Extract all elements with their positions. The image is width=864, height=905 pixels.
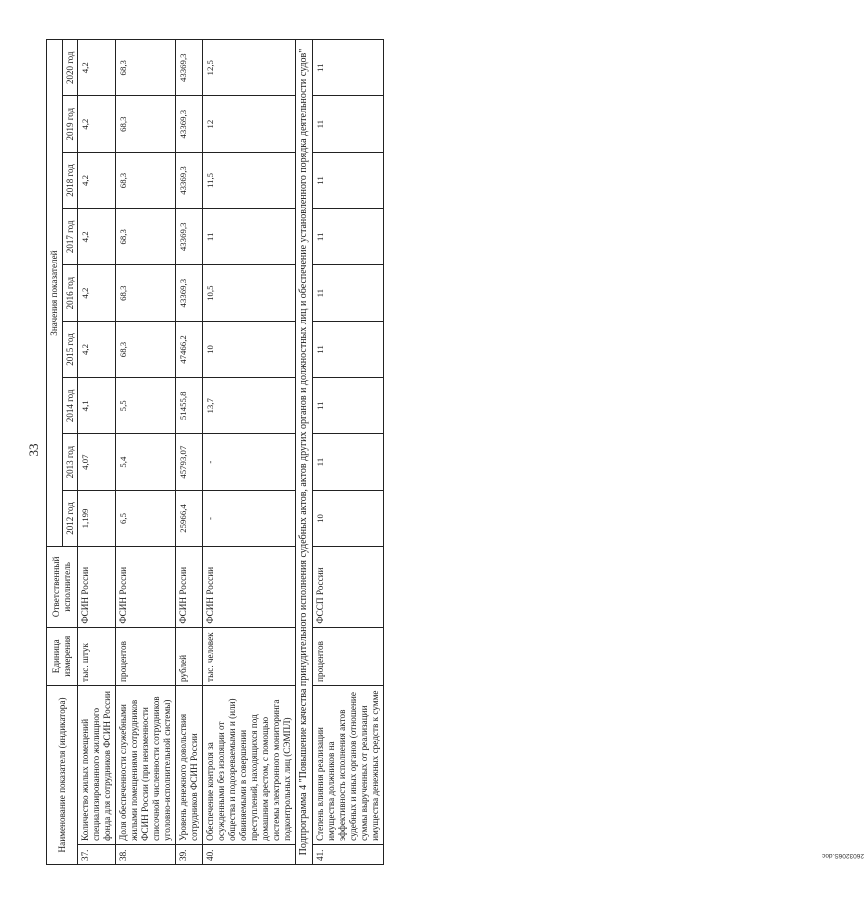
value-cell: 11 — [313, 40, 384, 97]
value-cell: 68,3 — [116, 321, 176, 377]
table-row — [313, 40, 384, 865]
value-cell: 10 — [203, 321, 296, 377]
header-year: 2016 год — [63, 265, 78, 321]
header-name: Наименование показателя (индикатора) — [47, 685, 78, 864]
header-year: 2019 год — [63, 96, 78, 152]
value-cell: 68,3 — [116, 152, 176, 208]
responsible-cell: ФСИН России — [78, 547, 116, 627]
table-row — [78, 40, 116, 865]
unit-cell: процентов — [116, 627, 176, 685]
value-cell: 1,199 — [78, 490, 116, 546]
header-year: 2013 год — [63, 434, 78, 490]
value-cell: 43369,3 — [176, 40, 203, 97]
row-number: 37. — [78, 844, 116, 864]
value-cell: 11 — [313, 152, 384, 208]
value-cell: 11 — [313, 378, 384, 434]
value-cell: 51455,8 — [176, 378, 203, 434]
header-responsible: Ответственный исполнитель — [47, 547, 78, 627]
table-row — [116, 40, 176, 865]
value-cell: 11 — [313, 321, 384, 377]
indicator-name: Обеспечение контроля за осужденными без изоляции от общества и подозреваемыми и (или) обвиняемыми в совершении преступлений, находящихся под домашним арестом, с помощью системы электронного мониторинга подконтрольных лиц (СЭМПЛ) — [203, 685, 296, 844]
value-cell: 5,5 — [116, 378, 176, 434]
value-cell: 11,5 — [203, 152, 296, 208]
value-cell: 4,2 — [78, 321, 116, 377]
value-cell: 45793,07 — [176, 434, 203, 490]
header-year: 2014 год — [63, 378, 78, 434]
value-cell: 12,5 — [203, 40, 296, 97]
row-number: 40. — [203, 844, 296, 864]
header-year: 2018 год — [63, 152, 78, 208]
header-unit: Единица измерения — [47, 627, 78, 685]
value-cell: 4,2 — [78, 40, 116, 97]
rotated-page — [26, 35, 864, 865]
value-cell: 68,3 — [116, 40, 176, 97]
indicator-name: Количество жилых помещений специализированного жилищного фонда для сотрудников ФСИН России — [78, 685, 116, 844]
value-cell: 13,7 — [203, 378, 296, 434]
header-year: 2012 год — [63, 490, 78, 546]
value-cell: 4,2 — [78, 152, 116, 208]
unit-cell: тыс. человек — [203, 627, 296, 685]
indicator-name: Доля обеспеченности служебными жилыми помещениями сотрудников ФСИН России (при неизменности списочной численности сотрудников уголовно-исполнительной системы) — [116, 685, 176, 844]
value-cell: 43369,3 — [176, 96, 203, 152]
value-cell: 10,5 — [203, 265, 296, 321]
page-number: 33 — [26, 443, 41, 457]
value-cell: 5,4 — [116, 434, 176, 490]
indicator-name: Степень влияния реализации имущества должников на эффективность исполнения актов судебных и иных органов (отношение суммы вырученных от реализации имущества денежных средств к сумме — [313, 685, 384, 844]
unit-cell: рублей — [176, 627, 203, 685]
value-cell: 68,3 — [116, 209, 176, 265]
value-cell: 4,2 — [78, 96, 116, 152]
value-cell: 11 — [313, 265, 384, 321]
header-row — [47, 40, 63, 865]
responsible-cell: ФСИН России — [176, 547, 203, 627]
indicator-name: Уровень денежного довольствия сотрудников ФСИН России — [176, 685, 203, 844]
value-cell: 25966,4 — [176, 490, 203, 546]
value-cell: 4,2 — [78, 209, 116, 265]
value-cell: 11 — [313, 96, 384, 152]
responsible-cell: ФССП России — [313, 547, 384, 627]
header-year: 2015 год — [63, 321, 78, 377]
header-year: 2017 год — [63, 209, 78, 265]
section-row — [296, 40, 313, 865]
row-number: 41. — [313, 844, 384, 864]
value-cell: 11 — [203, 209, 296, 265]
value-cell: - — [203, 434, 296, 490]
value-cell: 11 — [313, 434, 384, 490]
value-cell: 4,1 — [78, 378, 116, 434]
value-cell: - — [203, 490, 296, 546]
row-number: 39. — [176, 844, 203, 864]
unit-cell: процентов — [313, 627, 384, 685]
table-row — [203, 40, 296, 865]
value-cell: 43369,3 — [176, 152, 203, 208]
indicators-table — [46, 39, 384, 865]
subprogram-title: Подпрограмма 4 "Повышение качества принудительного исполнения судебных актов, актов других органов и должностных лиц и обеспечение установленного порядка деятельности судов" — [296, 40, 313, 865]
value-cell: 4,2 — [78, 265, 116, 321]
value-cell: 47466,2 — [176, 321, 203, 377]
unit-cell: тыс. штук — [78, 627, 116, 685]
file-name: 2603206S.doc — [822, 852, 864, 859]
header-year: 2020 год — [63, 40, 78, 97]
responsible-cell: ФСИН России — [203, 547, 296, 627]
value-cell: 10 — [313, 490, 384, 546]
header-values-group: Значения показателей — [47, 40, 63, 547]
value-cell: 11 — [313, 209, 384, 265]
value-cell: 43369,3 — [176, 209, 203, 265]
row-number: 38. — [116, 844, 176, 864]
value-cell: 68,3 — [116, 265, 176, 321]
value-cell: 6,5 — [116, 490, 176, 546]
responsible-cell: ФСИН России — [116, 547, 176, 627]
value-cell: 68,3 — [116, 96, 176, 152]
value-cell: 43369,3 — [176, 265, 203, 321]
value-cell: 12 — [203, 96, 296, 152]
value-cell: 4,07 — [78, 434, 116, 490]
table-row — [176, 40, 203, 865]
